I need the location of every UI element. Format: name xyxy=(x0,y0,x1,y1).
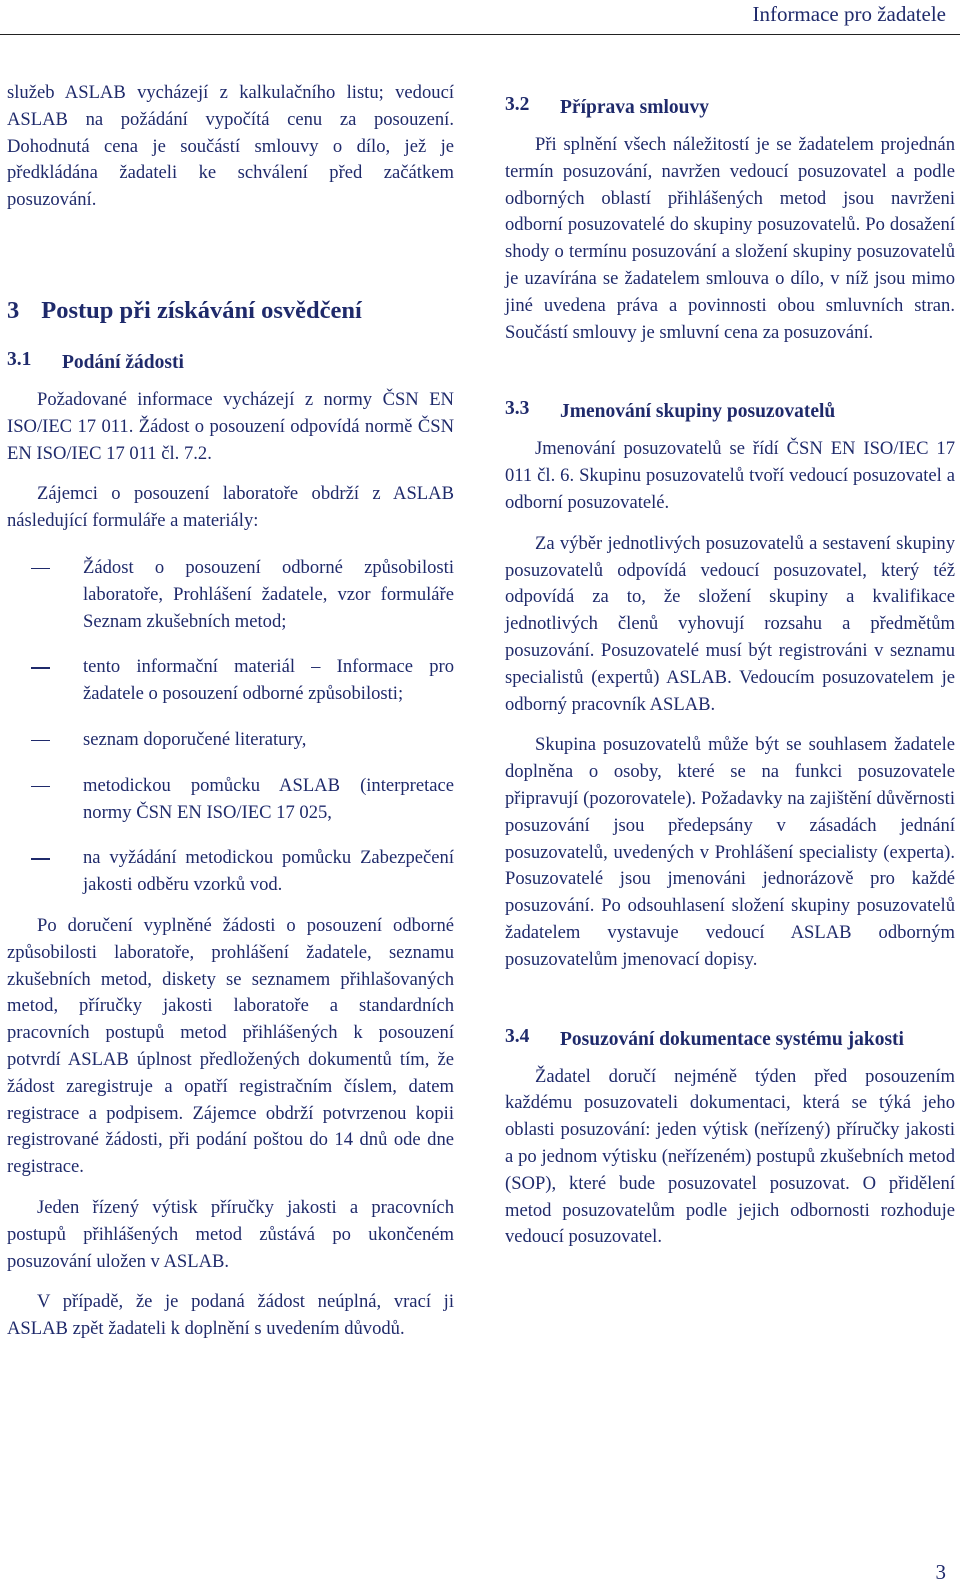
subsection-heading-3-1 xyxy=(7,349,454,377)
subsection-heading-3-4 xyxy=(505,1026,955,1054)
list-item: tento informační materiál – Informace pro žadatele o posouzení odborné způsobilosti; xyxy=(7,654,454,708)
page-number: 3 xyxy=(935,1560,946,1584)
subsection-title: Jmenování skupiny posuzovatelů xyxy=(560,401,836,423)
paragraph-assessor-appointment: Jmenování posuzovatelů se řídí ČSN EN ISO/IEC 17 011 čl. 6. Skupinu posuzovatelů tvoří vedoucí posuzovatel a odborní posuzovatelé. xyxy=(505,438,955,513)
subsection-number: 3.2 xyxy=(505,94,530,115)
dash-bullet-icon xyxy=(31,568,50,570)
list-item: na vyžádání metodickou pomůcku Zabezpečení jakosti odběru vzorků vod. xyxy=(7,845,454,899)
dash-bullet-icon xyxy=(31,786,50,788)
subsection-title: Podání žádosti xyxy=(62,351,184,373)
subsection-number: 3.1 xyxy=(7,348,32,370)
dash-bullet-icon xyxy=(31,667,50,669)
subsection-number: 3.3 xyxy=(505,398,530,420)
paragraph-team-selection: Za výběr jednotlivých posuzovatelů a sestavení skupiny posuzovatelů odpovídá vedoucí posuzovatel, který též odpovídá za to, že složení skupiny a kvalifikace jednotlivých členů vyhovují rozsahu a předmětům posuzování. Posuzovatelé musí být registrováni v seznamu specialistů (expertů) ASLAB. Vedoucím posuzovatelem je odborný pracovník ASLAB. xyxy=(505,532,955,715)
section-number: 3 xyxy=(7,296,20,324)
subsection-title: Příprava smlouvy xyxy=(560,97,709,118)
section-heading-3 xyxy=(7,297,454,325)
right-column xyxy=(505,94,955,1251)
paragraph-contract: Při splnění všech náležitostí je se žadatelem projednán termín posuzování, navržen vedoucí posuzovatel a podle odborných oblastí přihlášených metod jsou navrženi odborní posuzovatelé do skupiny posuzovatelů. Po dosažení shody o termínu posuzování a složení skupiny posuzovatelů je uzavírána se žadatelem smlouva o dílo, v níž jsou mimo jiné uvedena práva a povinnosti obou smluvních stran. Součástí smlouvy je smluvní cena za posuzování. xyxy=(505,134,955,343)
running-header: Informace pro žadatele xyxy=(752,2,946,26)
paragraph-requirements: Požadované informace vycházejí z normy ČSN EN ISO/IEC 17 011. Žádost o posouzení odpovídá normě ČSN EN ISO/IEC 17 011 čl. 7.2. xyxy=(7,388,454,464)
paragraph-incomplete-application: V případě, že je podaná žádost neúplná, vrací ji ASLAB zpět žadateli k doplnění s uvedením důvodů. xyxy=(7,1291,454,1340)
paragraph-materials-intro: Zájemci o posouzení laboratoře obdrží z ASLAB následující formuláře a materiály: xyxy=(7,483,454,532)
section-title: Postup při získávání osvědčení xyxy=(41,296,362,324)
list-item: Žádost o posouzení odborné způsobilosti laboratoře, Prohlášení žadatele, vzor formuláře Seznam zkušebních metod; xyxy=(7,555,454,635)
subsection-heading-3-2 xyxy=(505,94,955,122)
list-item: seznam doporučené literatury, xyxy=(7,727,454,754)
list-item: metodickou pomůcku ASLAB (interpretace normy ČSN EN ISO/IEC 17 025, xyxy=(7,773,454,827)
header-divider xyxy=(0,34,960,35)
paragraph-controlled-copy: Jeden řízený výtisk příručky jakosti a pracovních postupů přihlášených metod zůstává po ukončeném posuzování uložen v ASLAB. xyxy=(7,1196,454,1272)
intro-paragraph: služeb ASLAB vycházejí z kalkulačního listu; vedoucí ASLAB na požádání vypočítá cenu za posouzení. Dohodnutá cena je součástí smlouvy o dílo, jež je předkládána žadateli ke schválení před začátkem posuzování. xyxy=(7,82,454,211)
dash-bullet-icon xyxy=(31,740,50,742)
subsection-heading-3-3 xyxy=(505,398,955,426)
subsection-title: Posuzování dokumentace systému jakosti xyxy=(560,1028,904,1050)
paragraph-registration: Po doručení vyplněné žádosti o posouzení odborné způsobilosti laboratoře, prohlášení žadatele, seznamu zkušebních metod, diskety se seznamem přihlašovaných metod, příručky jakosti laboratoře a standardních pracovních postupů metod přihlášených k posouzení potvrdí ASLAB úplnost předložených dokumentů tím, že žádost zaregistruje a opatří registračním číslem, datem registrace a podpisem. Zájemce obdrží potvrzenou kopii registrované žádosti, při podání poštou do 14 dnů ode dne registrace. xyxy=(7,914,454,1178)
paragraph-documentation-review: Žadatel doručí nejméně týden před posouzením každému posuzovateli dokumentaci, která se týká jeho oblasti posuzování: jeden výtisk (neřízený) příručky jakosti a po jednom výtisku (neřízeném) postupů zkušebních metod (SOP), které bude posuzovatel posuzovat. O přidělení metod posuzovatelům podle jejich odbornosti rozhoduje vedoucí posuzovatel. xyxy=(505,1065,955,1248)
materials-list xyxy=(7,555,454,899)
paragraph-team-extension: Skupina posuzovatelů může být se souhlasem žadatele doplněna o osoby, které se na funkci posuzovatele připravují (pozorovatele). Požadavky na zajištění důvěrnosti posuzování jsou předepsány v zásadách jednání posuzovatelů, uvedených v Prohlášení specialisty (experta). Posuzovatelé jsou jmenováni jednorázově pro každé posuzování. Po odsouhlasení složení skupiny posuzovatelů žadatelem vystavuje vedoucí ASLAB odborným posuzovatelům jmenovací dopisy. xyxy=(505,734,955,970)
dash-bullet-icon xyxy=(31,858,50,860)
left-column xyxy=(7,80,454,1343)
subsection-number: 3.4 xyxy=(505,1025,530,1047)
